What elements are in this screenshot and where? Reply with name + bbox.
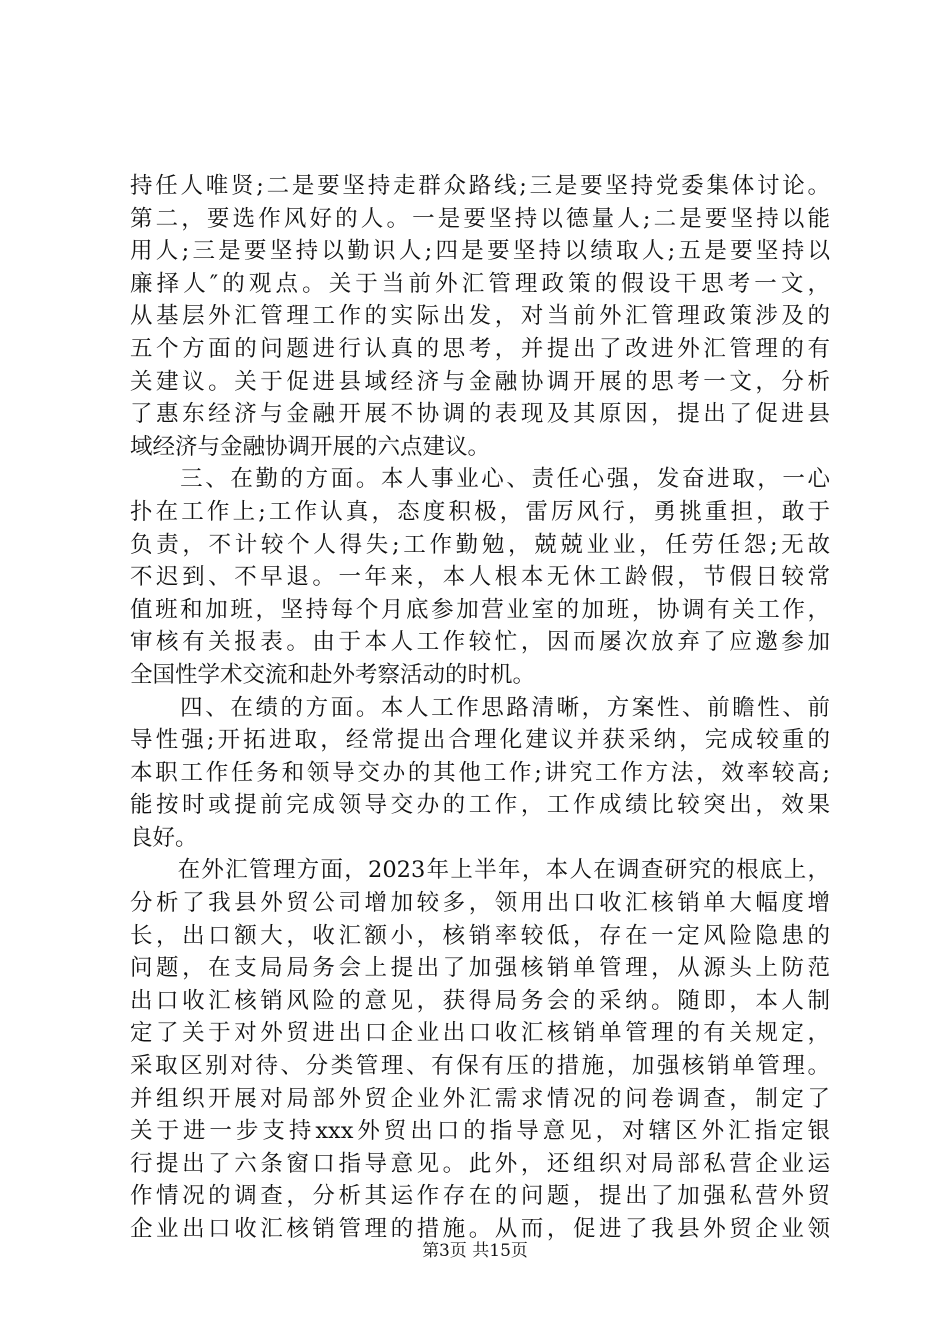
text-line: 导性强;开拓进取，经常提出合理化建议并获采纳，完成较重的: [130, 727, 830, 754]
text-line: 审核有关报表。由于本人工作较忙，因而屡次放弃了应邀参加: [130, 629, 830, 656]
text-line: 行提出了六条窗口指导意见。此外，还组织对局部私营企业运: [130, 1150, 830, 1177]
text-line: 值班和加班，坚持每个月底参加营业室的加班，协调有关工作，: [130, 596, 830, 623]
text-line: 负责，不计较个人得失;工作勤勉，兢兢业业，任劳任怨;无故: [130, 531, 830, 558]
text-line: 定了关于对外贸进出口企业出口收汇核销单管理的有关规定，: [130, 1020, 830, 1047]
text-line: 作情况的调查，分析其运作存在的问题，提出了加强私营外贸: [130, 1183, 830, 1210]
text-line: 出口收汇核销风险的意见，获得局务会的采纳。随即，本人制: [130, 987, 830, 1014]
text-line: 第二，要选作风好的人。一是要坚持以德量人;二是要坚持以能: [130, 205, 830, 232]
paragraph-start-line: 四、在绩的方面。本人工作思路清晰，方案性、前瞻性、前: [130, 694, 830, 721]
paragraph-start-line: 在外汇管理方面，2023年上半年，本人在调查研究的根底上，: [130, 857, 830, 884]
text-line: 廉择人″的观点。关于当前外汇管理政策的假设干思考一文，: [130, 270, 830, 297]
text-line: 从基层外汇管理工作的实际出发，对当前外汇管理政策涉及的: [130, 303, 830, 330]
text-line: 并组织开展对局部外贸企业外汇需求情况的问卷调查，制定了: [130, 1085, 830, 1112]
text-line: 采取区别对待、分类管理、有保有压的措施，加强核销单管理。: [130, 1053, 830, 1080]
body-text: [130, 170, 830, 1246]
text-line: 全国性学术交流和赴外考察活动的时机。: [130, 661, 536, 688]
text-line: 用人;三是要坚持以勤识人;四是要坚持以绩取人;五是要坚持以: [130, 238, 830, 265]
text-line: 持任人唯贤;二是要坚持走群众路线;三是要坚持党委集体讨论。: [130, 173, 830, 199]
text-line: 分析了我县外贸公司增加较多，领用出口收汇核销单大幅度增: [130, 890, 830, 917]
text-line: 域经济与金融协调开展的六点建议。: [130, 433, 491, 460]
text-line: 能按时或提前完成领导交办的工作，工作成绩比较突出，效果: [130, 792, 830, 819]
text-line: 企业出口收汇核销管理的措施。从而，促进了我县外贸企业领: [130, 1216, 830, 1242]
page-number-label: 第3页 共15页: [422, 1241, 528, 1261]
text-line: 良好。: [130, 824, 198, 851]
text-line: 本职工作任务和领导交办的其他工作;讲究工作方法，效率较高;: [130, 759, 830, 786]
text-line: 了惠东经济与金融开展不协调的表现及其原因，提出了促进县: [130, 401, 830, 428]
paragraph-start-line: 三、在勤的方面。本人事业心、责任心强，发奋进取，一心: [130, 466, 830, 493]
text-line: 问题，在支局局务会上提出了加强核销单管理，从源头上防范: [130, 955, 830, 982]
text-line: 长，出口额大，收汇额小，核销率较低，存在一定风险隐患的: [130, 922, 830, 949]
text-line: 扑在工作上;工作认真，态度积极，雷厉风行，勇挑重担，敢于: [130, 498, 830, 525]
text-line: 不迟到、不早退。一年来，本人根本无休工龄假，节假日较常: [130, 564, 830, 591]
text-line: 关建议。关于促进县域经济与金融协调开展的思考一文，分析: [130, 368, 830, 395]
text-line: 五个方面的问题进行认真的思考，并提出了改进外汇管理的有: [130, 335, 830, 362]
page-footer: [0, 1240, 950, 1262]
text-line: 关于进一步支持xxx外贸出口的指导意见，对辖区外汇指定银: [130, 1118, 830, 1145]
